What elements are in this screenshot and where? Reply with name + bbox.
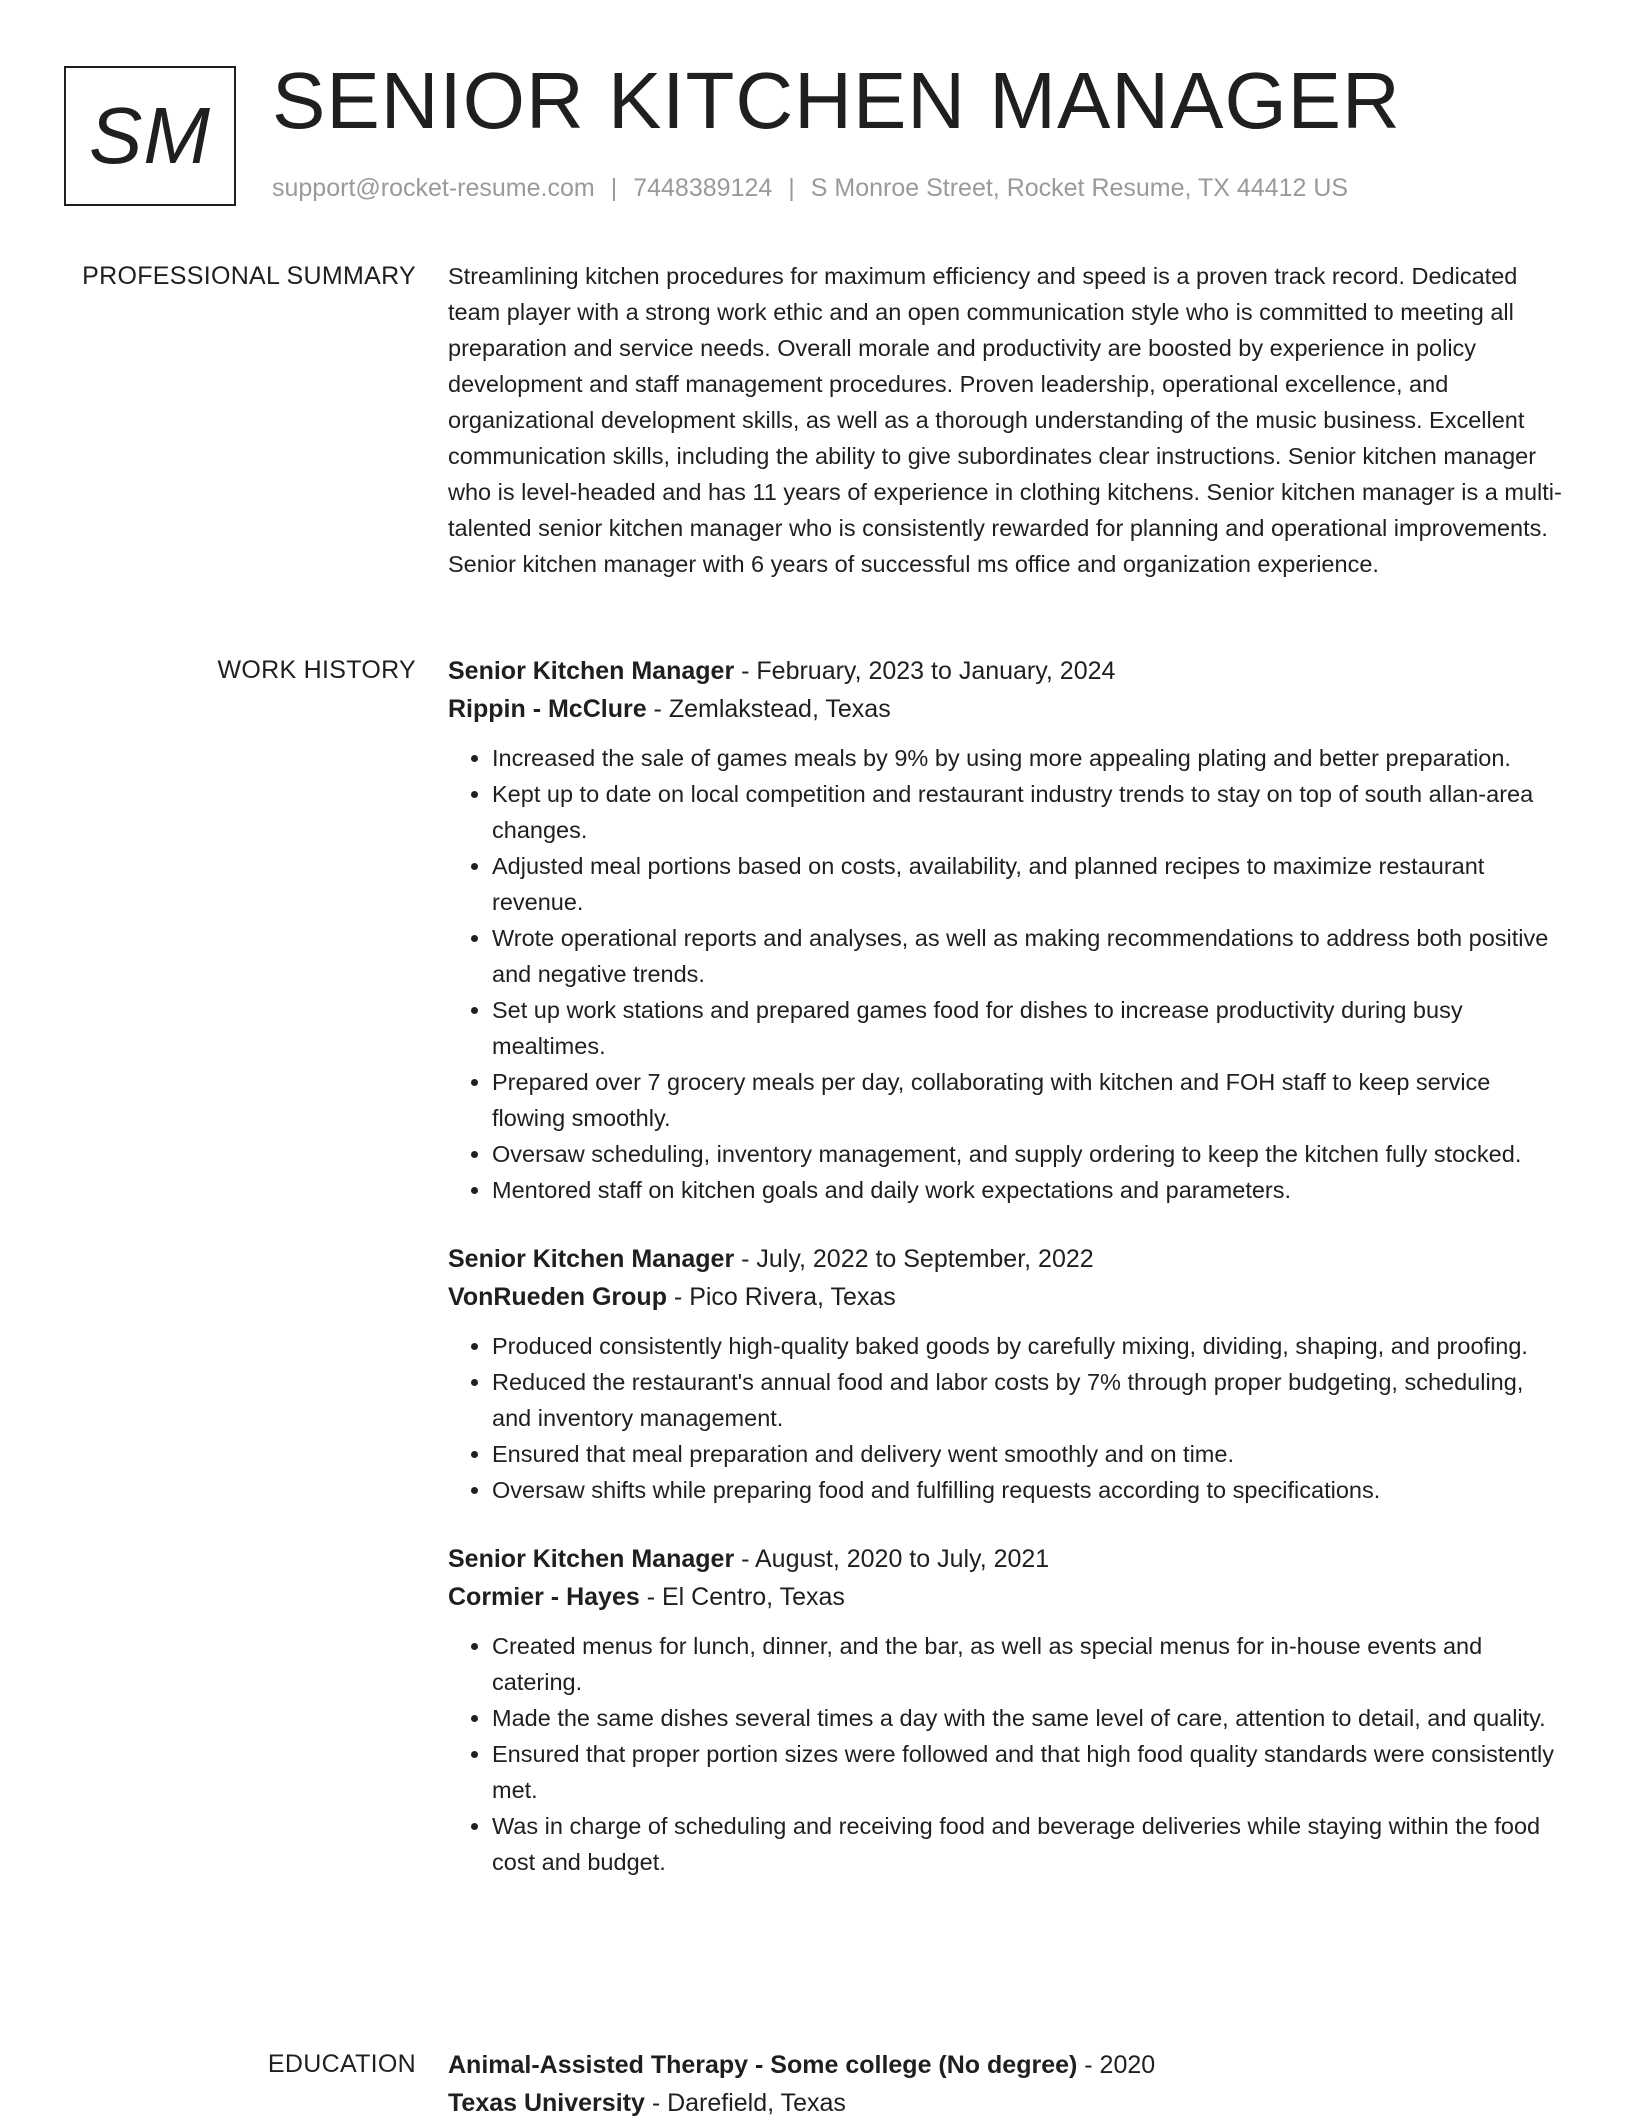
education-location: - Darefield, Texas [644,2089,846,2117]
job-company-line [448,690,1568,728]
contact-phone[interactable]: 7448389124 [633,174,773,202]
job-location: - Zemlakstead, Texas [646,695,891,723]
job-title: Senior Kitchen Manager [448,1545,735,1573]
job-bullet: • Oversaw scheduling, inventory management, and supply ordering to keep the kitchen fully stocked. [492,1136,1568,1172]
education-degree-line [448,2046,1568,2084]
job-bullet: • Adjusted meal portions based on costs, availability, and planned recipes to maximize restaurant revenue. [492,848,1568,920]
job-bullet: • Mentored staff on kitchen goals and daily work expectations and parameters. [492,1172,1568,1208]
job-title-line [448,652,1568,690]
job-bullet: • Ensured that proper portion sizes were followed and that high food quality standards were consistently met. [492,1736,1568,1808]
job-bullet: • Kept up to date on local competition and restaurant industry trends to stay on top of south allan-area changes. [492,776,1568,848]
job-company-line [448,1278,1568,1316]
education-degree: Animal-Assisted Therapy - Some college (No degree) [448,2051,1078,2079]
monogram: SM [64,66,236,206]
job-bullet: • Wrote operational reports and analyses, as well as making recommendations to address both positive and negative trends. [492,920,1568,992]
education-body [448,2046,1568,2122]
job-bullets [448,1328,1568,1508]
job-bullet: • Ensured that meal preparation and delivery went smoothly and on time. [492,1436,1568,1472]
job-dates: - August, 2020 to July, 2021 [734,1545,1050,1573]
job-company: Cormier - Hayes [448,1583,640,1611]
job-bullet: • Prepared over 7 grocery meals per day, collaborating with kitchen and FOH staff to keep service flowing smoothly. [492,1064,1568,1136]
job-bullets [448,740,1568,1208]
job-bullet: • Made the same dishes several times a day with the same level of care, attention to detail, and quality. [492,1700,1568,1736]
job-bullet: • Set up work stations and prepared games food for dishes to increase productivity during busy mealtimes. [492,992,1568,1064]
contact-line [272,174,1348,203]
education-school-line [448,2084,1568,2122]
education-label: EDUCATION [267,2050,416,2078]
contact-address: S Monroe Street, Rocket Resume, TX 44412 US [810,174,1349,202]
work-history-body [448,652,1568,1912]
education-school: Texas University [448,2089,645,2117]
job-bullet: • Produced consistently high-quality baked goods by carefully mixing, dividing, shaping, and proofing. [492,1328,1568,1364]
job-bullet: • Was in charge of scheduling and receiving food and beverage deliveries while staying within the food cost and budget. [492,1808,1568,1880]
job-dates: - February, 2023 to January, 2024 [734,657,1116,685]
work-history-label: WORK HISTORY [217,656,416,684]
job-dates: - July, 2022 to September, 2022 [734,1245,1094,1273]
contact-email[interactable]: support@rocket-resume.com [272,174,595,202]
contact-separator: | [610,174,618,202]
job-bullet: • Reduced the restaurant's annual food and labor costs by 7% through proper budgeting, scheduling, and inventory management. [492,1364,1568,1436]
job-bullet: • Oversaw shifts while preparing food and fulfilling requests according to specifications. [492,1472,1568,1508]
job-company: VonRueden Group [448,1283,667,1311]
resume-title: SENIOR KITCHEN MANAGER [272,56,1401,145]
job-company: Rippin - McClure [448,695,647,723]
job-location: - El Centro, Texas [639,1583,845,1611]
job-title-line [448,1240,1568,1278]
job-title: Senior Kitchen Manager [448,657,735,685]
job-bullets [448,1628,1568,1880]
job-title-line [448,1540,1568,1578]
job-bullet: • Increased the sale of games meals by 9% by using more appealing plating and better preparation. [492,740,1568,776]
job-title: Senior Kitchen Manager [448,1245,735,1273]
job-company-line [448,1578,1568,1616]
contact-separator: | [788,174,795,202]
job-entry [448,652,1568,1208]
job-bullet: • Created menus for lunch, dinner, and the bar, as well as special menus for in-house events and catering. [492,1628,1568,1700]
job-location: - Pico Rivera, Texas [666,1283,896,1311]
summary-text: Streamlining kitchen procedures for maximum efficiency and speed is a proven track record. Dedicated team player with a strong work ethic and an open communication style who is committed to meeting all preparation and service needs. Overall morale and productivity are boosted by experience in policy development and staff management procedures. Proven leadership, operational excellence, and organizational development skills, as well as a thorough understanding of the music business. Excellent communication skills, including the ability to give subordinates clear instructions. Senior kitchen manager who is level-headed and has 11 years of experience in clothing kitchens. Senior kitchen manager is a multi-talented senior kitchen manager who is consistently rewarded for planning and operational improvements. Senior kitchen manager with 6 years of successful ms office and organization experience. [448,263,1562,577]
job-entry [448,1540,1568,1880]
education-year: - 2020 [1077,2051,1156,2079]
summary-body [448,258,1568,582]
summary-label: PROFESSIONAL SUMMARY [82,262,416,290]
job-entry [448,1240,1568,1508]
